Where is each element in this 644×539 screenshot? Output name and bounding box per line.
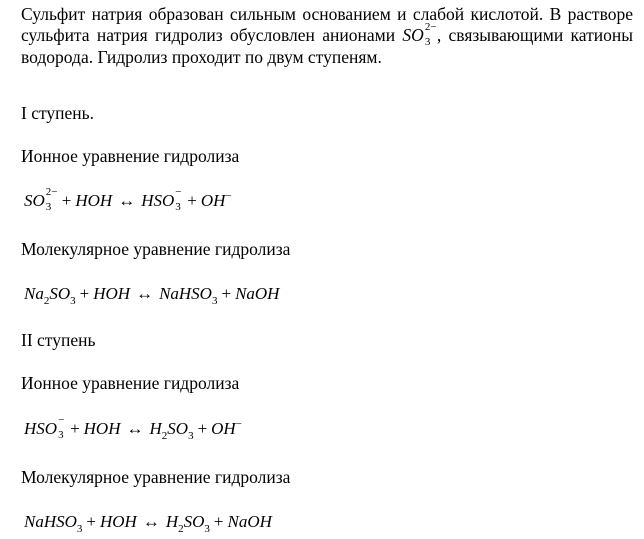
- step1-ionic-product-index: 3: [175, 201, 181, 213]
- intro-ion-index: 3: [424, 36, 431, 48]
- step2-ionic-sulfite: SO: [167, 419, 189, 438]
- plus-sign: +: [79, 284, 90, 303]
- step1-mol-sulfite-index: 3: [70, 295, 76, 307]
- step1-mol-sodium: Na: [24, 284, 44, 303]
- intro-text-after: , связывающими катионы водорода. Гидролиз проходит по двум ступеням.: [21, 25, 633, 67]
- step1-mol-sulfite: SO: [49, 284, 71, 303]
- step2-ionic-sulfite-index: 3: [188, 430, 194, 442]
- step2-mol-hydrogen: H: [165, 512, 179, 531]
- step1-ionic-reactant-index: 3: [45, 201, 52, 213]
- step1-mol-hydrosulfite: NaHSO: [159, 284, 212, 303]
- step2-ionic-hydroxide: OH: [211, 419, 236, 438]
- step1-ionic-hydroxide: OH: [200, 191, 226, 210]
- step1-heading: I ступень.: [21, 103, 94, 123]
- equilibrium-arrow-icon: ↔: [118, 191, 136, 210]
- step2-ionic-hydroxide-charge: −: [235, 418, 242, 430]
- step1-ionic-label: Ионное уравнение гидролиза: [21, 146, 240, 166]
- step2-ionic-hydrogen-index: 2: [161, 430, 168, 442]
- intro-ion-charge: 2−: [424, 21, 437, 33]
- step1-mol-naoh: NaOH: [235, 284, 280, 303]
- step2-ionic-water: HOH: [83, 419, 121, 438]
- step2-mol-sulfite-index: 3: [204, 523, 210, 535]
- step1-mol-hydrosulfite-index: 3: [211, 295, 218, 307]
- plus-sign: +: [70, 419, 80, 438]
- step1-mol-sodium-index: 2: [43, 295, 50, 307]
- step2-mol-naoh: NaOH: [227, 512, 272, 531]
- step2-ionic-reactant-index: 3: [58, 429, 64, 441]
- step2-molecular-label: Молекулярное уравнение гидролиза: [21, 467, 291, 487]
- equilibrium-arrow-icon: ↔: [142, 512, 160, 531]
- step1-ionic-equation: [24, 186, 232, 213]
- step2-mol-hydrosulfite-index: 3: [76, 523, 83, 535]
- step1-molecular-equation: [24, 283, 279, 305]
- step2-molecular-equation: [24, 511, 272, 533]
- step2-mol-sulfite: SO: [183, 512, 205, 531]
- plus-sign: +: [61, 191, 72, 210]
- step2-heading: II ступень: [21, 330, 96, 350]
- step2-ionic-reactant-charge: −: [58, 414, 65, 426]
- plus-sign: +: [221, 284, 232, 303]
- step1-ionic-hydroxide-charge: −: [225, 190, 232, 202]
- step1-mol-water: HOH: [93, 284, 131, 303]
- step1-ionic-product-charge: −: [175, 186, 182, 198]
- plus-sign: +: [213, 512, 224, 531]
- intro-ion-symbol: SO: [402, 25, 424, 45]
- equilibrium-arrow-icon: ↔: [126, 419, 144, 438]
- step2-mol-hydrosulfite: NaHSO: [24, 512, 77, 531]
- intro-paragraph: [21, 4, 633, 68]
- step1-ionic-water: HOH: [75, 191, 113, 210]
- plus-sign: +: [86, 512, 96, 531]
- step2-ionic-reactant-symbol: HSO: [24, 419, 58, 438]
- step2-ionic-equation: [24, 414, 242, 442]
- step2-ionic-hydrogen: H: [149, 419, 162, 438]
- equilibrium-arrow-icon: ↔: [136, 284, 154, 303]
- plus-sign: +: [187, 191, 197, 210]
- step1-ionic-reactant-charge: 2−: [45, 186, 58, 198]
- step2-ionic-label: Ионное уравнение гидролиза: [21, 373, 240, 393]
- step1-molecular-label: Молекулярное уравнение гидролиза: [21, 239, 291, 259]
- step2-mol-water: HOH: [100, 512, 137, 531]
- intro-text-before: Сульфит натрия образован сильным основанием и слабой кислотой. В растворе сульфита натрия гидролиз обусловлен анионами: [21, 4, 633, 45]
- intro-ion-formula: [402, 21, 437, 48]
- plus-sign: +: [197, 419, 208, 438]
- step2-mol-hydrogen-index: 2: [178, 523, 184, 535]
- step1-ionic-reactant-symbol: SO: [24, 191, 45, 210]
- step1-ionic-product-symbol: HSO: [141, 191, 175, 210]
